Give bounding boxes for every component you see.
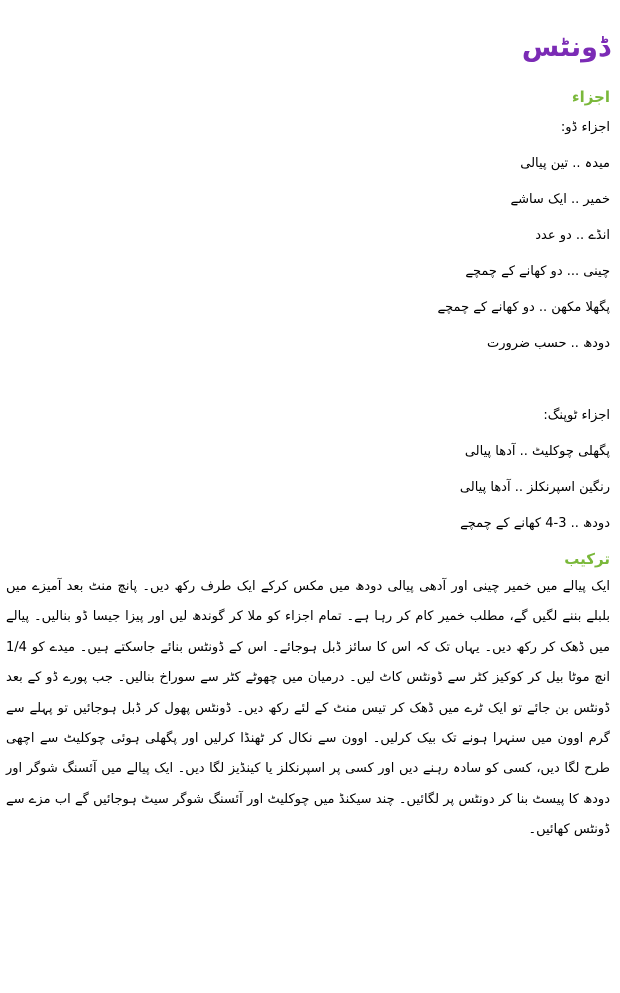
dough-item-yeast: خمیر .. ایک ساشے — [510, 192, 610, 207]
dough-item-sugar: چینی ... دو کھانے کے چمچے — [465, 264, 610, 279]
spacer — [6, 362, 610, 398]
topping-item-sprinkles: رنگین اسپرنکلز .. آدھا پیالی — [459, 480, 610, 495]
method-heading: ترکیب — [564, 550, 610, 568]
topping-ingredients — [6, 398, 610, 542]
dough-ingredients — [6, 110, 610, 362]
method-text: ایک پیالے میں خمیر چینی اور آدھی پیالی دودھ میں مکس کرکے ایک طرف رکھ دیں۔ پانچ منٹ بعد آمیزے میں بلبلے بننے لگیں گے، مطلب خمیر کام کر رہا ہے۔ تمام اجزاء کو ملا کر گوندھ لیں اور پیزا جیسا ڈو بنالیں۔ پیالے میں ڈھک کر رکھ دیں۔ یہاں تک کہ اس کا سائز ڈبل ہوجائے۔ اس کے ڈونٹس بنائے جاسکتے ہیں۔ میدے کو 1/4 انچ موٹا بیل کر کوکیز کٹر سے ڈونٹس کاٹ لیں۔ درمیان میں چھوٹے کٹر سے سوراخ بنالیں۔ جب پورے ڈو کے بعد ڈونٹس بن جائے تو ایک ٹرے میں ڈھک کر تیس منٹ کے لئے رکھ دیں۔ ڈونٹس پھول کر ڈبل ہوجائیں تو پہلے سے گرم اوون میں سنہرا ہونے تک بیک کرلیں۔ اوون سے نکال کر ٹھنڈا کرلیں اور پگھلی ہوئی چوکلیٹ سے اچھی طرح لگا دیں، کسی کو سادہ رہنے دیں اور کسی پر اسپرنکلز یا کینڈیز لگا دیں۔ ایک پیالے میں آئسنگ شوگر اور دودھ کا پیسٹ بنا کر دونٹس پر لگائیں۔ چند سیکنڈ میں چوکلیٹ اور آئسنگ شوگر سیٹ ہوجائیں گے اب مزے سے ڈونٹس کھائیں۔ — [6, 579, 610, 838]
topping-item-milk: دودھ .. 3-4 کھانے کے چمچے — [460, 516, 610, 531]
topping-heading: اجزاء ٹوپنگ: — [543, 408, 610, 423]
dough-item-flour: میدہ .. تین پیالی — [520, 156, 610, 171]
dough-item-milk: دودھ .. حسب ضرورت — [487, 336, 610, 351]
dough-heading: اجزاء ڈو: — [560, 120, 610, 135]
topping-item-chocolate: پگھلی چوکلیٹ .. آدھا پیالی — [464, 444, 610, 459]
dough-item-butter: پگھلا مکھن .. دو کھانے کے چمچے — [437, 300, 610, 315]
recipe-title: ڈونٹس — [521, 32, 610, 63]
dough-item-eggs: انڈے .. دو عدد — [535, 228, 610, 243]
ingredients-heading: اجزاء — [571, 88, 610, 106]
